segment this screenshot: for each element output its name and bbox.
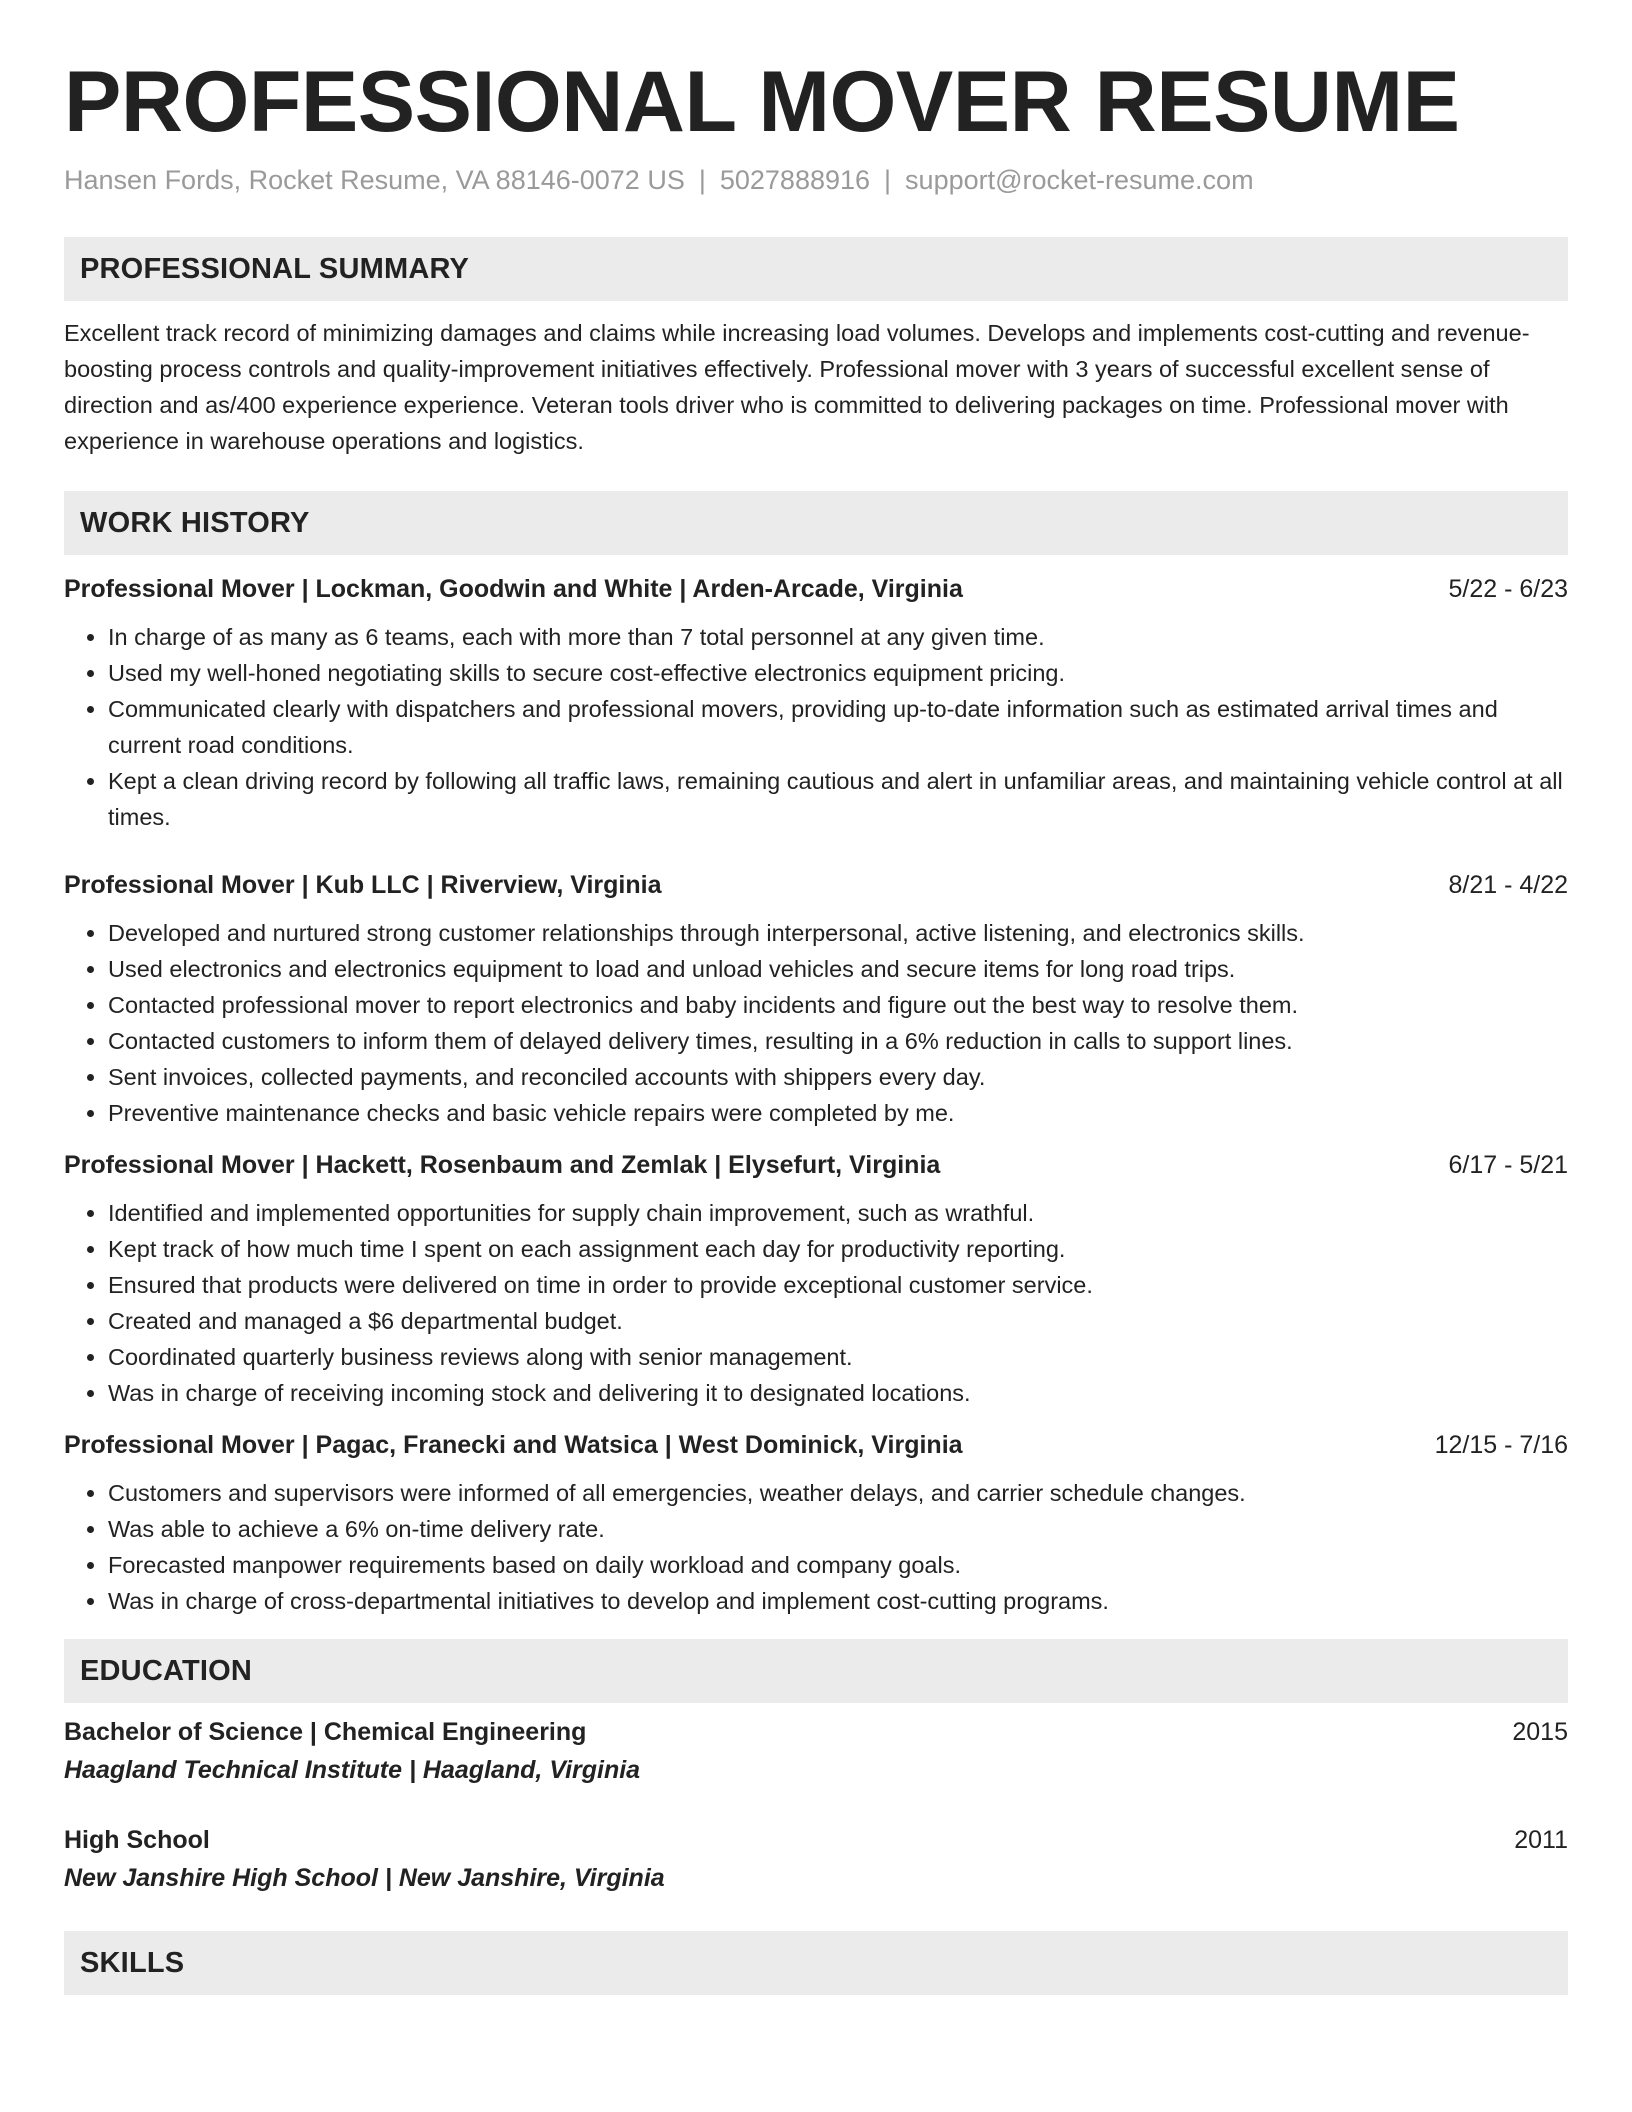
job-bullet: • Created and managed a $6 departmental budget.	[108, 1303, 1568, 1339]
job-bullet: • Was able to achieve a 6% on-time delivery rate.	[108, 1511, 1568, 1547]
job-bullet: • Identified and implemented opportunities for supply chain improvement, such as wrathful.	[108, 1195, 1568, 1231]
job-bullet: • Ensured that products were delivered on time in order to provide exceptional customer service.	[108, 1267, 1568, 1303]
education-header	[64, 1713, 1568, 1751]
job-title: Professional Mover | Pagac, Franecki and Watsica | West Dominick, Virginia	[64, 1431, 963, 1459]
job-bullet: • Preventive maintenance checks and basic vehicle repairs were completed by me.	[108, 1095, 1568, 1131]
education-year: 2011	[1514, 1826, 1568, 1854]
job-bullet: • Communicated clearly with dispatchers and professional movers, providing up-to-date information such as estimated arrival times and current road conditions.	[108, 691, 1568, 763]
job-title: Professional Mover | Hackett, Rosenbaum and Zemlak | Elysefurt, Virginia	[64, 1151, 941, 1179]
education-degree: High School	[64, 1826, 210, 1854]
education-degree: Bachelor of Science | Chemical Engineering	[64, 1718, 587, 1746]
job-bullets	[64, 1475, 1568, 1619]
job-bullet: • Developed and nurtured strong customer relationships through interpersonal, active listening, and electronics skills.	[108, 915, 1568, 951]
job-bullet: • Used electronics and electronics equipment to load and unload vehicles and secure items for long road trips.	[108, 951, 1568, 987]
contact-email: support@rocket-resume.com	[905, 165, 1254, 195]
job-header	[64, 569, 1568, 609]
resume-title: PROFESSIONAL MOVER RESUME	[64, 54, 1460, 150]
summary-text: Excellent track record of minimizing damages and claims while increasing load volumes. Develops and implements cost-cutting and revenue-boosting process controls and quality-improvement initiatives effectively. Professional mover with 3 years of successful excellent sense of direction and as/400 experience experience. Veteran tools driver who is committed to delivering packages on time. Professional mover with experience in warehouse operations and logistics.	[64, 320, 1530, 454]
job-bullet: • Contacted customers to inform them of delayed delivery times, resulting in a 6% reduction in calls to support lines.	[108, 1023, 1568, 1059]
job-bullet: • Customers and supervisors were informed of all emergencies, weather delays, and carrier schedule changes.	[108, 1475, 1568, 1511]
work-history-section	[64, 491, 1568, 1619]
skills-section	[64, 1931, 1568, 1995]
contact-separator: |	[698, 165, 706, 195]
job-bullet: • Sent invoices, collected payments, and reconciled accounts with shippers every day.	[108, 1059, 1568, 1095]
contact-address: Hansen Fords, Rocket Resume, VA 88146-0072 US	[64, 165, 685, 195]
job-dates: 8/21 - 4/22	[1448, 871, 1568, 899]
job-bullet: • Contacted professional mover to report electronics and baby incidents and figure out the best way to resolve them.	[108, 987, 1568, 1023]
job-bullet: • Used my well-honed negotiating skills to secure cost-effective electronics equipment pricing.	[108, 655, 1568, 691]
job-bullet: • Forecasted manpower requirements based on daily workload and company goals.	[108, 1547, 1568, 1583]
job-bullet: • Was in charge of cross-departmental initiatives to develop and implement cost-cutting programs.	[108, 1583, 1568, 1619]
job-header	[64, 1145, 1568, 1185]
job-bullet: • Kept track of how much time I spent on each assignment each day for productivity reporting.	[108, 1231, 1568, 1267]
job-bullets	[64, 1195, 1568, 1411]
job-bullet: • Coordinated quarterly business reviews along with senior management.	[108, 1339, 1568, 1375]
job-dates: 5/22 - 6/23	[1448, 575, 1568, 603]
contact-separator: |	[884, 165, 892, 195]
summary-heading: PROFESSIONAL SUMMARY	[64, 237, 1568, 301]
work-history-heading: WORK HISTORY	[64, 491, 1568, 555]
job-entry	[64, 569, 1568, 835]
education-entry	[64, 1713, 1568, 1789]
job-entry	[64, 1145, 1568, 1411]
job-bullets	[64, 915, 1568, 1131]
job-dates: 12/15 - 7/16	[1434, 1431, 1568, 1459]
job-bullet: • In charge of as many as 6 teams, each with more than 7 total personnel at any given time.	[108, 619, 1568, 655]
skills-heading: SKILLS	[64, 1931, 1568, 1995]
job-dates: 6/17 - 5/21	[1448, 1151, 1568, 1179]
contact-line	[64, 160, 1568, 200]
job-header	[64, 1425, 1568, 1465]
resume-page	[64, 0, 1568, 1995]
summary-section	[64, 237, 1568, 459]
job-bullets	[64, 619, 1568, 835]
job-entry	[64, 1425, 1568, 1619]
education-school: Haagland Technical Institute | Haagland, Virginia	[64, 1756, 641, 1784]
education-year: 2015	[1512, 1718, 1568, 1746]
job-bullet: • Kept a clean driving record by following all traffic laws, remaining cautious and alert in unfamiliar areas, and maintaining vehicle control at all times.	[108, 763, 1568, 835]
job-title: Professional Mover | Kub LLC | Riverview, Virginia	[64, 871, 662, 899]
job-header	[64, 865, 1568, 905]
education-section	[64, 1639, 1568, 1897]
job-entry	[64, 865, 1568, 1131]
job-bullet: • Was in charge of receiving incoming stock and delivering it to designated locations.	[108, 1375, 1568, 1411]
education-entry	[64, 1821, 1568, 1897]
contact-phone: 5027888916	[719, 165, 871, 195]
education-school: New Janshire High School | New Janshire, Virginia	[64, 1864, 665, 1892]
job-title: Professional Mover | Lockman, Goodwin and White | Arden-Arcade, Virginia	[64, 575, 963, 603]
education-header	[64, 1821, 1568, 1859]
education-heading: EDUCATION	[64, 1639, 1568, 1703]
